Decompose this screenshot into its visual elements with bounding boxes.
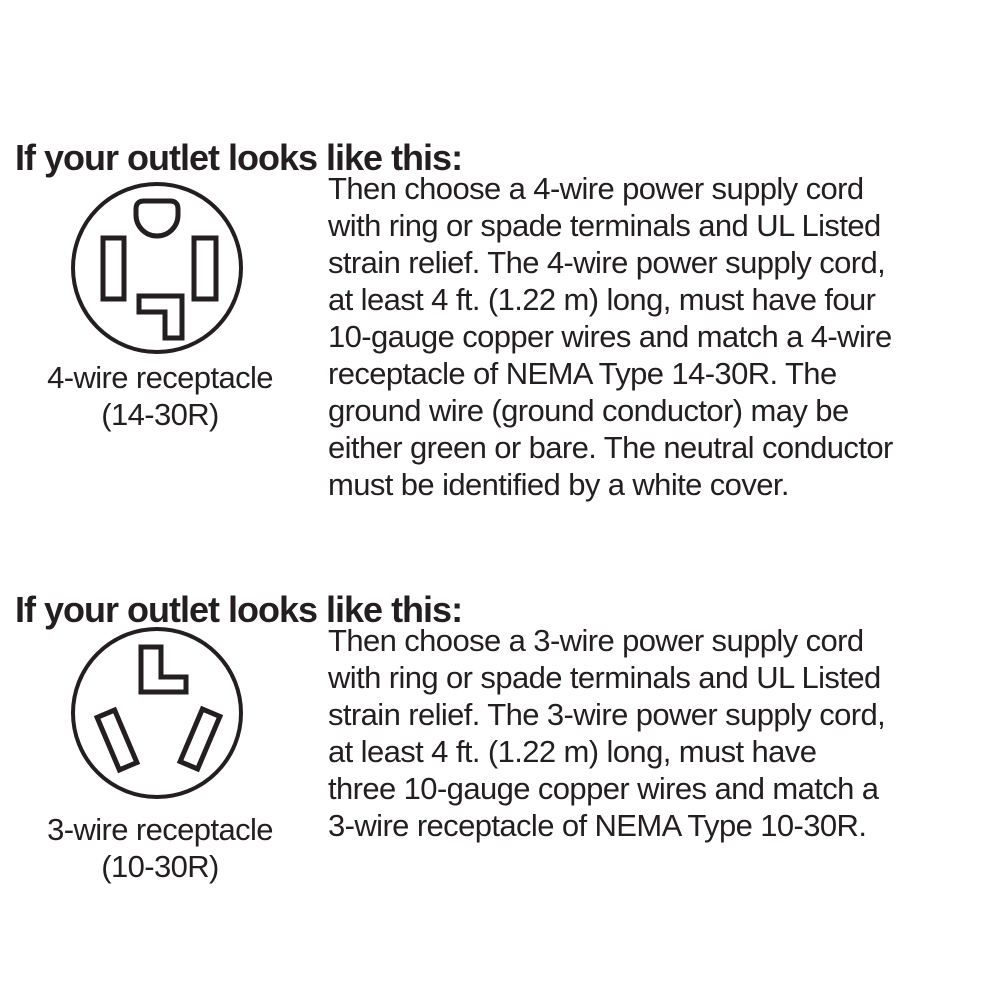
paragraph-line: 3-wire receptacle of NEMA Type 10-30R. — [328, 808, 867, 843]
paragraph-line: Then choose a 4-wire power supply cord — [328, 171, 864, 206]
neutral-l-slot — [139, 296, 182, 338]
paragraph-line: must be identified by a white cover. — [328, 467, 789, 502]
paragraph-line: at least 4 ft. (1.22 m) long, must have — [328, 734, 817, 769]
paragraph-line: receptacle of NEMA Type 14-30R. The — [328, 356, 837, 391]
figure-caption-line: (14-30R) — [101, 397, 219, 432]
neutral-l-slot — [141, 647, 186, 692]
paragraph-line: with ring or spade terminals and UL Listed — [328, 208, 881, 243]
paragraph-line: three 10-gauge copper wires and match a — [328, 771, 879, 806]
four-wire-receptacle-diagram — [67, 178, 247, 358]
section-paragraph-4-wire — [328, 170, 893, 503]
three-wire-receptacle-diagram — [67, 623, 247, 803]
paragraph-line: 10-gauge copper wires and match a 4-wire — [328, 319, 892, 354]
paragraph-line: Then choose a 3-wire power supply cord — [328, 623, 864, 658]
paragraph-line: strain relief. The 3-wire power supply cord, — [328, 697, 886, 732]
paragraph-line: strain relief. The 4-wire power supply cord, — [328, 245, 886, 280]
ground-slot — [136, 201, 178, 236]
figure-caption — [10, 359, 310, 433]
section-heading-4-wire: If your outlet looks like this: — [15, 136, 463, 178]
figure-caption-line: 3-wire receptacle — [47, 812, 273, 847]
section-heading-3-wire: If your outlet looks like this: — [15, 588, 463, 630]
paragraph-line: either green or bare. The neutral conductor — [328, 430, 893, 465]
paragraph-line: at least 4 ft. (1.22 m) long, must have four — [328, 282, 876, 317]
figure-caption — [10, 811, 310, 885]
section-paragraph-3-wire — [328, 622, 885, 844]
right-hot-slot — [180, 709, 220, 769]
figure-caption-line: 4-wire receptacle — [47, 360, 273, 395]
left-hot-slot — [103, 238, 124, 299]
right-hot-slot — [194, 238, 216, 299]
paragraph-line: ground wire (ground conductor) may be — [328, 393, 849, 428]
left-hot-slot — [97, 710, 137, 770]
paragraph-line: with ring or spade terminals and UL Listed — [328, 660, 881, 695]
figure-caption-line: (10-30R) — [101, 849, 219, 884]
